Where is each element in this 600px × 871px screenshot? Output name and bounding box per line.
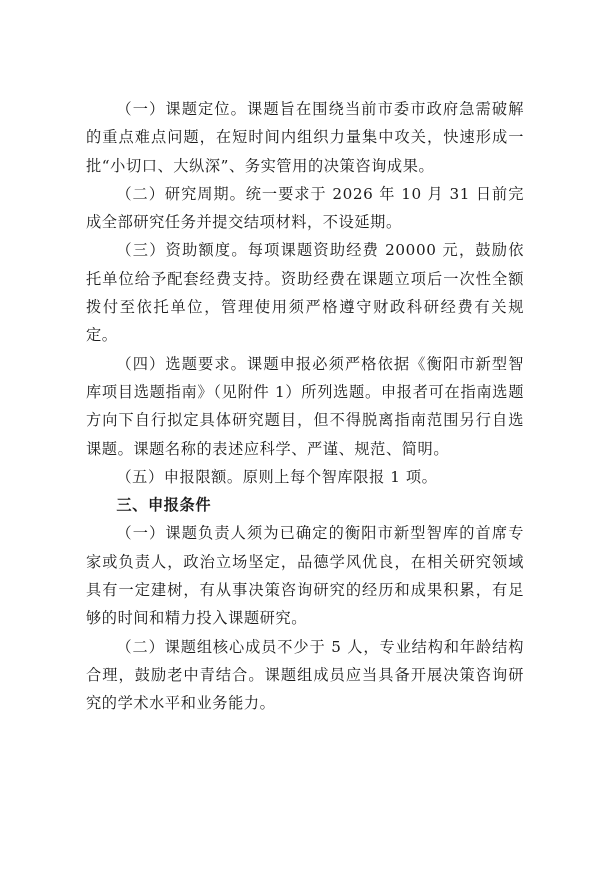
paragraph-research-period: （二）研究周期。统一要求于 2026 年 10 月 31 日前完成全部研究任务并提交结项材料，不设延期。: [86, 184, 524, 232]
document-body: [86, 95, 524, 718]
paragraph-project-leader-conditions: （一）课题负责人须为已确定的衡阳市新型智库的首席专家或负责人，政治立场坚定，品德学风优良，在相关研究领域具有一定建树，有从事决策咨询研究的经历和成果积累，有足够的时间和精力投入课题研究。: [86, 524, 524, 628]
paragraph-team-member-conditions: （二）课题组核心成员不少于 5 人，专业结构和年龄结构合理，鼓励老中青结合。课题组成员应当具备开展决策咨询研究的学术水平和业务能力。: [86, 637, 524, 713]
paragraph-topic-requirements: （四）选题要求。课题申报必须严格依据《衡阳市新型智库项目选题指南》（见附件 1）所列选题。申报者可在指南选题方向下自行拟定具体研究题目，但不得脱离指南范围另行自选课题。课题名称的表述应科学、严谨、规范、简明。: [86, 354, 524, 458]
paragraph-funding-amount: （三）资助额度。每项课题资助经费 20000 元，鼓励依托单位给予配套经费支持。资助经费在课题立项后一次性全额拨付至依托单位，管理使用须严格遵守财政科研经费有关规定。: [86, 241, 524, 345]
paragraph-topic-positioning: （一）课题定位。课题旨在围绕当前市委市政府急需破解的重点难点问题，在短时间内组织力量集中攻关，快速形成一批“小切口、大纵深”、务实管用的决策咨询成果。: [86, 100, 524, 175]
section-heading-application-conditions: 三、申报条件: [116, 496, 212, 515]
paragraph-application-quota: （五）申报限额。原则上每个智库限报 1 项。: [116, 467, 438, 486]
